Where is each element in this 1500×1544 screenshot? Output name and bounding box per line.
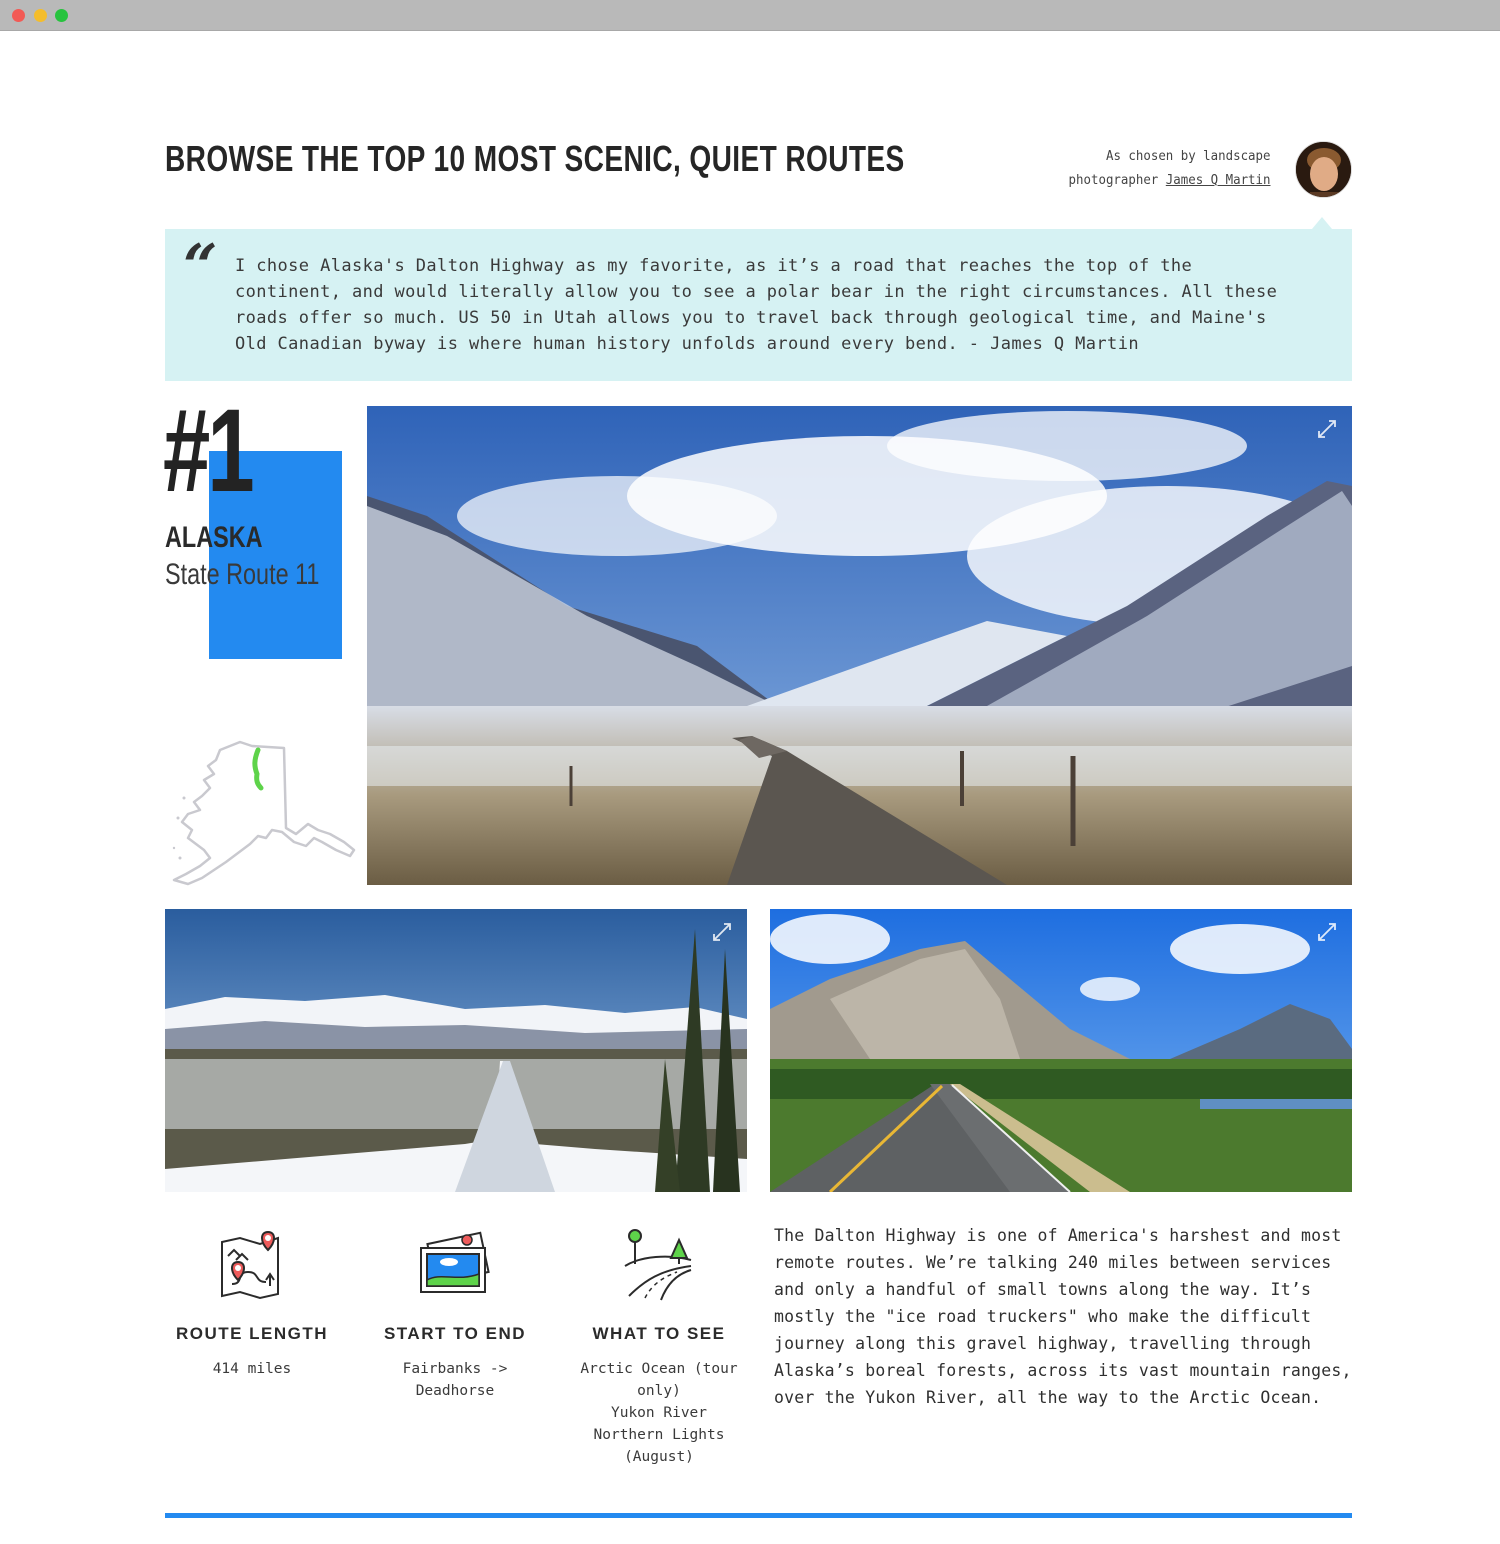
stat-value-line: Fairbanks -> Deadhorse — [402, 1361, 508, 1399]
route-rank: #1 — [163, 385, 252, 517]
summer-road-photo[interactable] — [770, 909, 1352, 1192]
byline-prefix: photographer — [1068, 172, 1158, 188]
stat-value-line: Northern Lights (August) — [593, 1427, 725, 1465]
expand-icon[interactable] — [1316, 921, 1338, 943]
close-window-button[interactable] — [12, 9, 25, 22]
stat-value — [360, 1358, 550, 1402]
stat-label: ROUTE LENGTH — [175, 1324, 329, 1343]
stat-value-line: Yukon River — [610, 1405, 708, 1421]
stat-label: WHAT TO SEE — [592, 1324, 726, 1343]
quote-text: I chose Alaska's Dalton Highway as my favorite, as it’s a road that reaches the top of the continent, and would literally allow you to see a polar bear in the right circumstances. All these roads offer so much. US 50 in Utah allows you to travel back through geological time, and Maine's Old Canadian byway is where human history unfolds around every bend. - James Q Martin — [235, 256, 1278, 354]
stat-value — [564, 1358, 754, 1468]
window-chrome — [0, 0, 1500, 31]
minimize-window-button[interactable] — [34, 9, 47, 22]
photographer-quote — [165, 229, 1352, 381]
road-trees-icon — [621, 1226, 697, 1302]
route-name: State Route 11 — [165, 558, 320, 591]
expand-icon[interactable] — [711, 921, 733, 943]
quote-mark-icon: “ — [183, 232, 218, 302]
stat-value-line: 414 miles — [212, 1361, 292, 1377]
byline-line-2 — [1068, 168, 1270, 192]
photos-icon — [417, 1226, 493, 1302]
photographer-link[interactable]: James Q Martin — [1165, 172, 1270, 188]
section-divider — [165, 1513, 1352, 1518]
photographer-avatar — [1295, 141, 1352, 198]
route-description: The Dalton Highway is one of America's harshest and most remote routes. We’re talking 240 miles between services and only a handful of small towns along the way. It’s mostly the "ice road truckers" who make the difficult journey along this gravel highway, travelling through Alaska’s boreal forests, across its vast mountain ranges, over the Yukon River, all the way to the Arctic Ocean. — [774, 1226, 1352, 1407]
stat-start-to-end — [360, 1226, 550, 1402]
stat-route-length — [157, 1226, 347, 1380]
stat-value-line: Arctic Ocean (tour only) — [580, 1361, 738, 1399]
map-pins-icon — [214, 1226, 290, 1302]
byline-line-1: As chosen by landscape — [1105, 148, 1270, 164]
stat-value — [157, 1358, 347, 1380]
stat-what-to-see — [564, 1226, 754, 1468]
byline — [1068, 144, 1270, 192]
main-route-photo[interactable] — [367, 406, 1352, 885]
page-title: BROWSE THE TOP 10 MOST SCENIC, QUIET ROUTES — [165, 138, 905, 179]
alaska-map-icon — [168, 738, 358, 886]
winter-road-photo[interactable] — [165, 909, 747, 1192]
route-state: ALASKA — [165, 521, 263, 554]
stat-label: START TO END — [383, 1324, 527, 1343]
expand-icon[interactable] — [1316, 418, 1338, 440]
maximize-window-button[interactable] — [55, 9, 68, 22]
